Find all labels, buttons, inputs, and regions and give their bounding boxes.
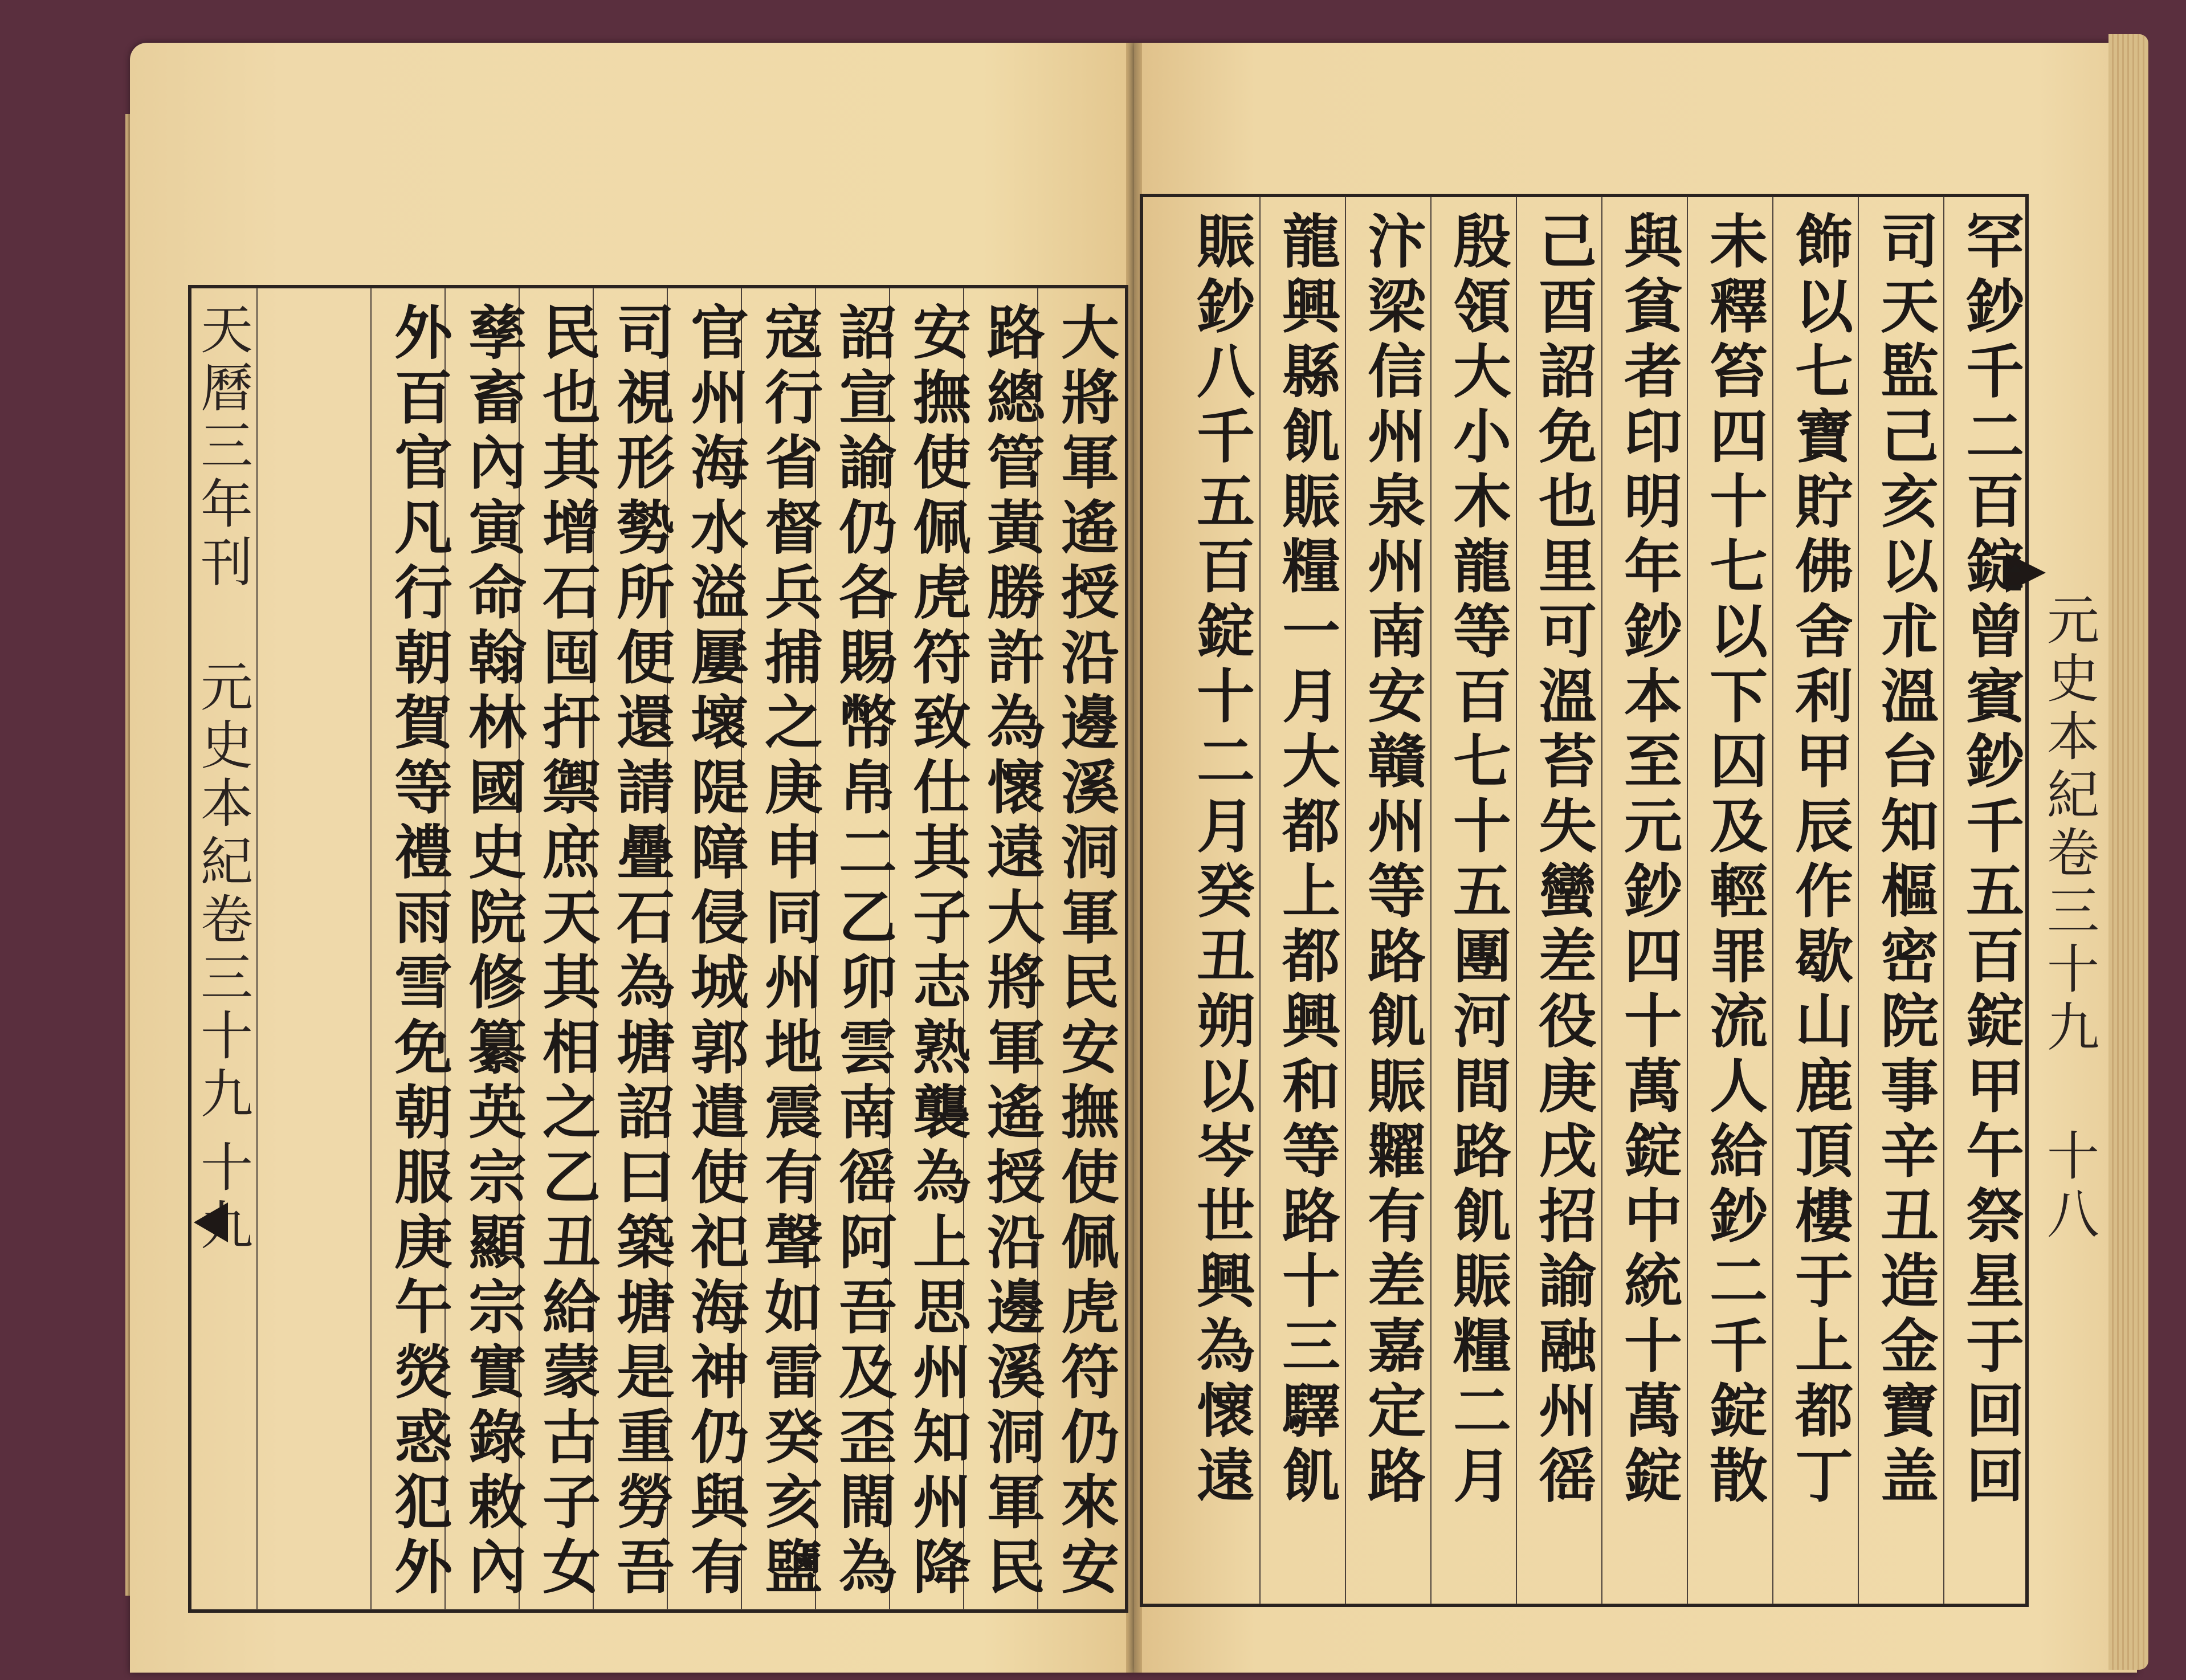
text-column: 未釋笞四十七以下囚及輕罪流人給鈔二千錠散 [1700, 211, 1768, 1510]
text-column: 外百官凡行朝賀等禮雨雪免朝服庚午熒惑犯外 [385, 302, 453, 1601]
left-margin-page-number: 十九 [192, 1140, 253, 1256]
text-column: 司天監己亥以朮溫台知樞密院事辛丑造金寶盖 [1871, 211, 1939, 1510]
text-column: 殷領大小木龍等百七十五團河間路飢賑糧二月 [1443, 211, 1512, 1510]
column-rule [370, 288, 372, 1610]
text-column: 司視形勢所便還請疊石為塘詔曰築塘是重勞吾 [607, 302, 675, 1601]
text-column: 與貧者印明年鈔本至元鈔四十萬錠中統十萬錠 [1614, 211, 1683, 1510]
text-column: 詔宣諭仍各賜幣帛二乙卯雲南徭阿吾及歪閙為 [829, 302, 898, 1601]
text-column: 大將軍遙授沿邊溪洞軍民安撫使佩虎符仍來安 [1051, 302, 1120, 1601]
text-column: 飾以七寶貯佛舍利甲辰作歇山鹿頂樓于上都丁 [1785, 211, 1854, 1510]
book-fore-edge-right [2108, 34, 2148, 1670]
right-margin-page-number: 十八 [2038, 1128, 2099, 1245]
left-margin-title: 天曆三年刊 元史本紀卷三十九 [192, 302, 253, 1124]
text-column: 路總管黃勝許為懷遠大將軍遙授沿邊溪洞軍民 [977, 302, 1046, 1601]
text-column: 汴梁信州泉州南安贛州等路飢賑糶有差嘉定路 [1358, 211, 1426, 1510]
text-column: 賑鈔八千五百錠十二月癸丑朔以岑世興為懷遠 [1187, 211, 1255, 1510]
text-column: 龍興縣飢賑糧一月大都上都興和等路十三驛飢 [1273, 211, 1341, 1510]
column-rule [256, 288, 258, 1610]
text-column: 孳畜內寅命翰林國史院修纂英宗顯宗實錄敕內 [459, 302, 527, 1601]
text-column: 寇行省督兵捕之庚申同州地震有聲如雷癸亥鹽 [755, 302, 823, 1601]
text-column: 民也其增石囤扞禦庶天其相之乙丑給蒙古子女 [533, 302, 601, 1601]
left-fish-tail-mark [194, 1202, 228, 1242]
text-column: 官州海水溢屢壞隄障侵城郭遣使祀海神仍與有 [681, 302, 749, 1601]
text-column: 罕鈔千二百錠曾賓鈔千五百錠甲午祭星于回回 [1956, 211, 2025, 1510]
text-column: 己酉詔免也里可溫苔失蠻差役庚戌招諭融州徭 [1529, 211, 1597, 1510]
text-column: 安撫使佩虎符致仕其子志熟襲為上思州知州降 [903, 302, 972, 1601]
right-margin-title: 元史本紀卷三十九 [2038, 593, 2099, 1058]
